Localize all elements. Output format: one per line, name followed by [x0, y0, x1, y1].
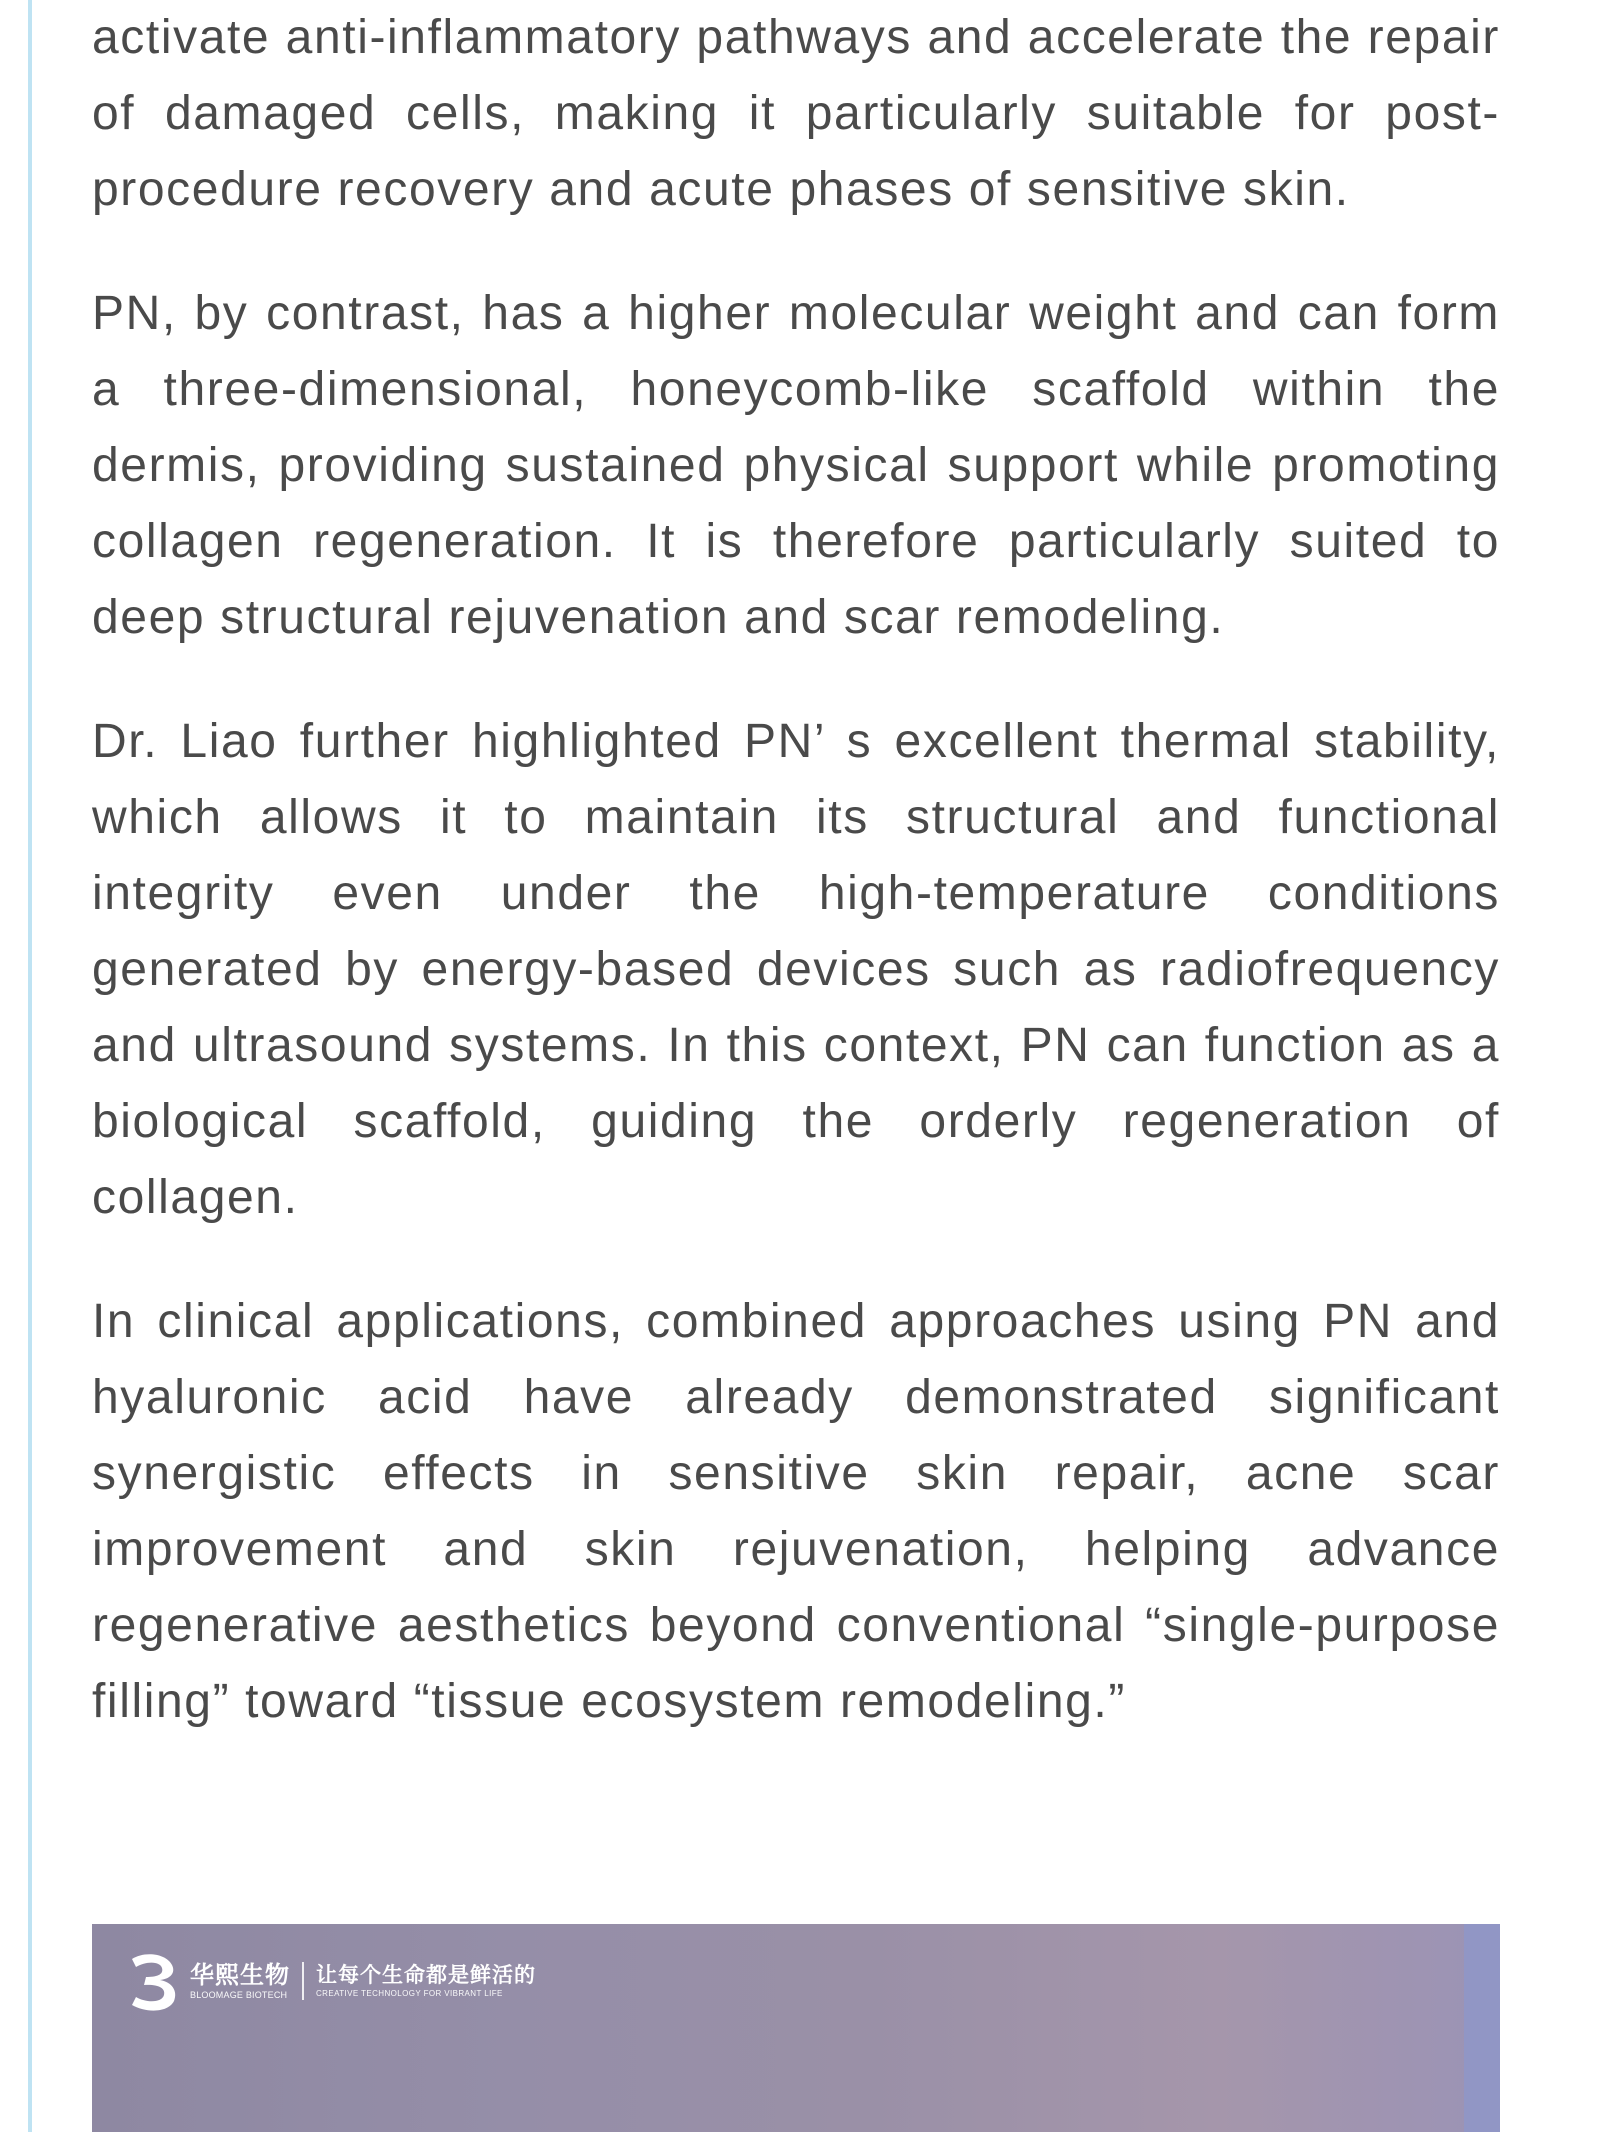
image-edge-shade — [1464, 1924, 1500, 2132]
brand-banner — [126, 1946, 536, 2016]
article-paragraph-4: In clinical applications, combined approaches using PN and hyaluronic acid have already demonstrated significant synergistic effects in sensitive skin repair, acne scar improvement and skin rejuvenation, helping advance regenerative aesthetics beyond conventional “single-purpose filling” toward “tissue ecosystem remodeling.” — [92, 1295, 1500, 1728]
brand-name-en: BLOOMAGE BIOTECH — [190, 1990, 288, 2000]
brand-name — [190, 1961, 290, 2001]
article-image — [92, 1924, 1500, 2132]
article-paragraph-2: PN, by contrast, has a higher molecular weight and can form a three-dimensional, honeycomb-like scaffold within the dermis, providing sustained physical support while promoting collagen regeneration. It is therefore particularly suited to deep structural rejuvenation and scar remodeling. — [92, 287, 1500, 644]
article-paragraph-3: Dr. Liao further highlighted PN’ s excellent thermal stability, which allows it to maintain its structural and functional integrity even under the high-temperature conditions generated by energy-based devices such as radiofrequency and ultrasound systems. In this context, PN can function as a biological scaffold, guiding the orderly regeneration of collagen. — [92, 715, 1500, 1224]
slogan-en: CREATIVE TECHNOLOGY FOR VIBRANT LIFE — [316, 1989, 503, 1998]
brand-logo-icon — [126, 1949, 180, 2013]
brand-name-cn: 华熙生物 — [190, 1961, 290, 1989]
quote-left-rule — [28, 0, 32, 2132]
slogan-cn: 让每个生命都是鲜活的 — [316, 1963, 536, 1987]
article-paragraph-1: activate anti-inflammatory pathways and accelerate the repair of damaged cells, making it particularly suitable for post-procedure recovery and acute phases of sensitive skin. — [92, 11, 1500, 216]
article-body — [92, 0, 1500, 1740]
brand-slogan — [316, 1962, 536, 2000]
brand-divider — [302, 1962, 304, 2000]
